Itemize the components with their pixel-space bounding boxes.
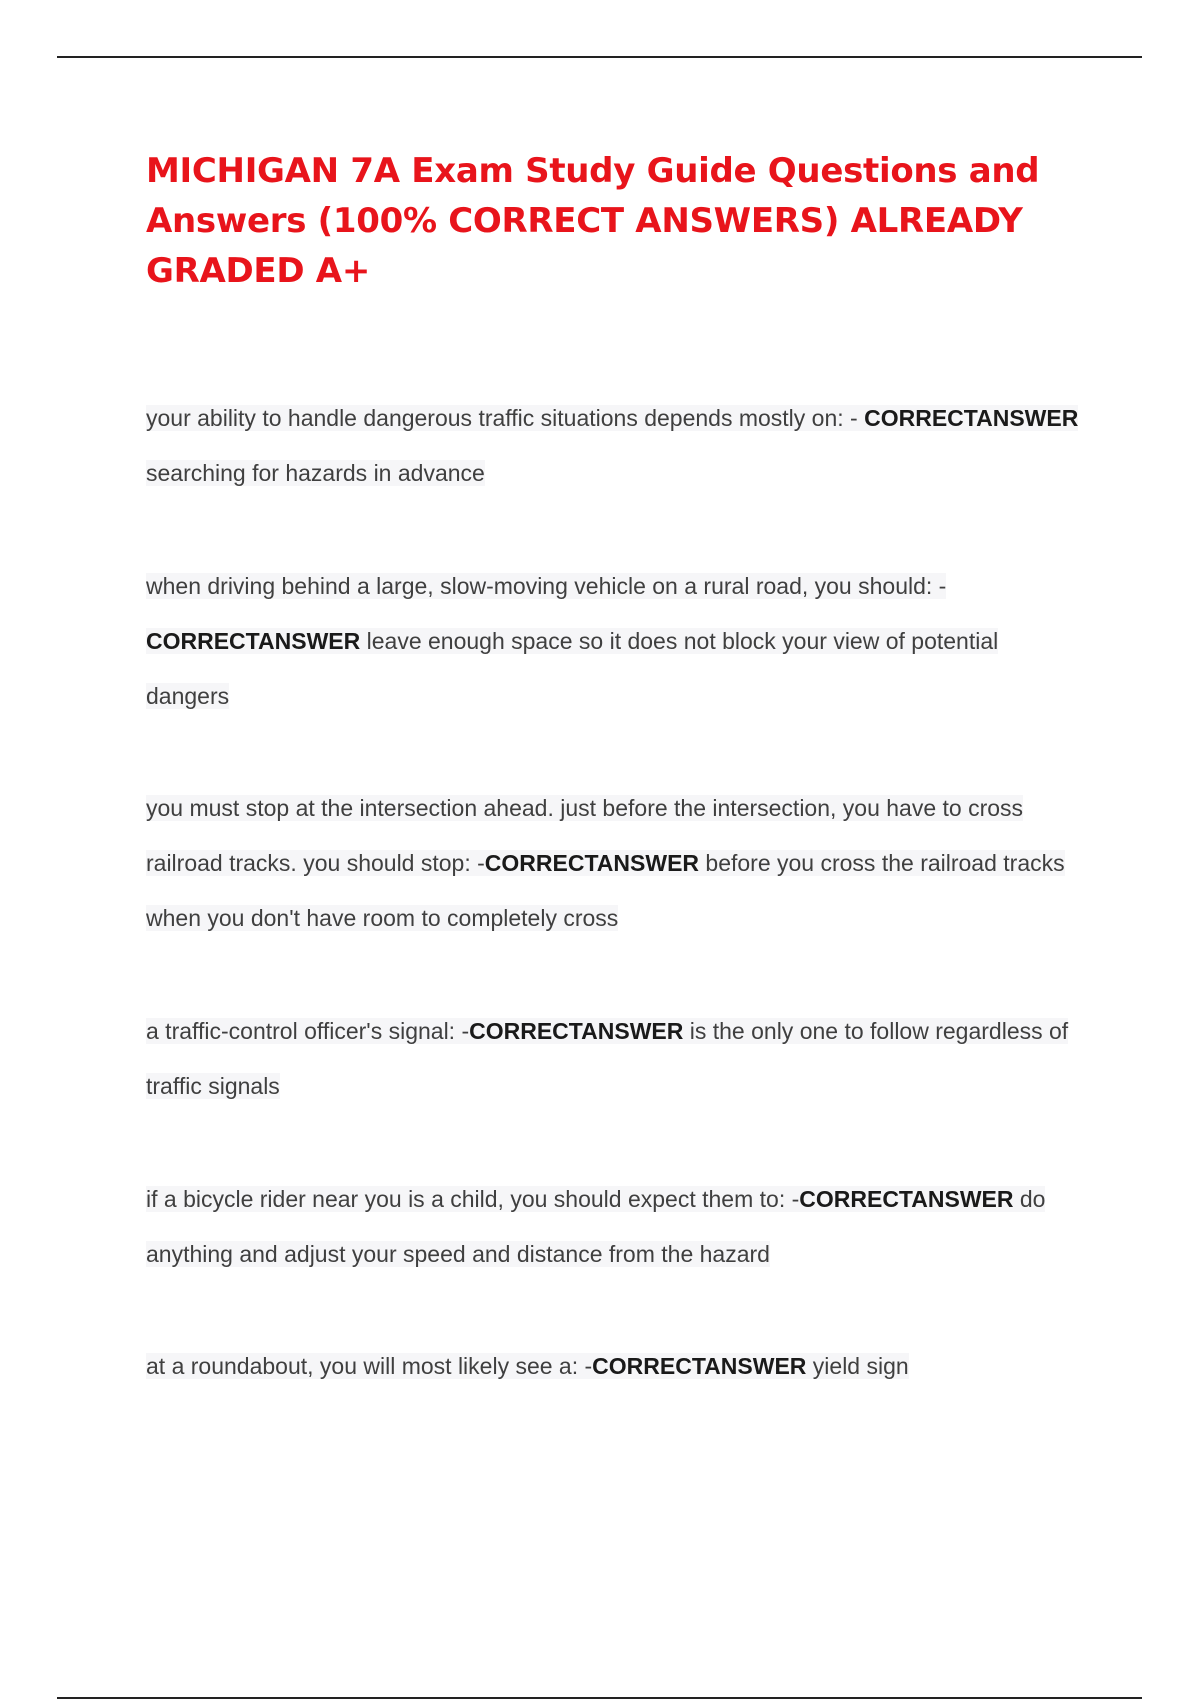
question-text: if a bicycle rider near you is a child, you should expect them to: -	[146, 1186, 800, 1212]
qa-item-2	[146, 559, 1086, 724]
question-text: your ability to handle dangerous traffic situations depends mostly on: -	[146, 405, 858, 431]
correct-answer-label: CORRECTANSWER	[484, 850, 700, 876]
question-text: when driving behind a large, slow-moving vehicle on a rural road, you should: -	[146, 573, 947, 599]
correct-answer-label: CORRECTANSWER	[592, 1353, 807, 1379]
answer-text: do anything and adjust your speed and distance from the hazard	[146, 1186, 1046, 1267]
qa-item-1	[146, 391, 1086, 501]
qa-item-5	[146, 1172, 1086, 1282]
question-text: a traffic-control officer's signal: -	[146, 1018, 470, 1044]
answer-text: before you cross the railroad tracks when you don't have room to completely cross	[146, 850, 1065, 931]
correct-answer-label: CORRECTANSWER	[864, 405, 1079, 431]
qa-item-4	[146, 1004, 1086, 1114]
qa-item-6	[146, 1339, 1086, 1394]
bottom-rule	[57, 1697, 1142, 1699]
top-rule	[57, 56, 1142, 58]
correct-answer-label: CORRECTANSWER	[146, 628, 361, 654]
correct-answer-label: CORRECTANSWER	[799, 1186, 1014, 1212]
answer-text: yield sign	[806, 1353, 909, 1379]
answer-text: searching for hazards in advance	[146, 460, 485, 486]
answer-text: leave enough space so it does not block your view of potential dangers	[146, 628, 999, 709]
document-title: MICHIGAN 7A Exam Study Guide Questions and Answers (100% CORRECT ANSWERS) ALREADY GRADED A+	[146, 151, 1040, 291]
question-text: you must stop at the intersection ahead. just before the intersection, you have to cross railroad tracks. you should stop: -	[146, 795, 1024, 876]
correct-answer-label: CORRECTANSWER	[469, 1018, 684, 1044]
answer-text: is the only one to follow regardless of traffic signals	[146, 1018, 1069, 1099]
question-text: at a roundabout, you will most likely see a: -	[146, 1353, 593, 1379]
qa-item-3	[146, 781, 1086, 946]
